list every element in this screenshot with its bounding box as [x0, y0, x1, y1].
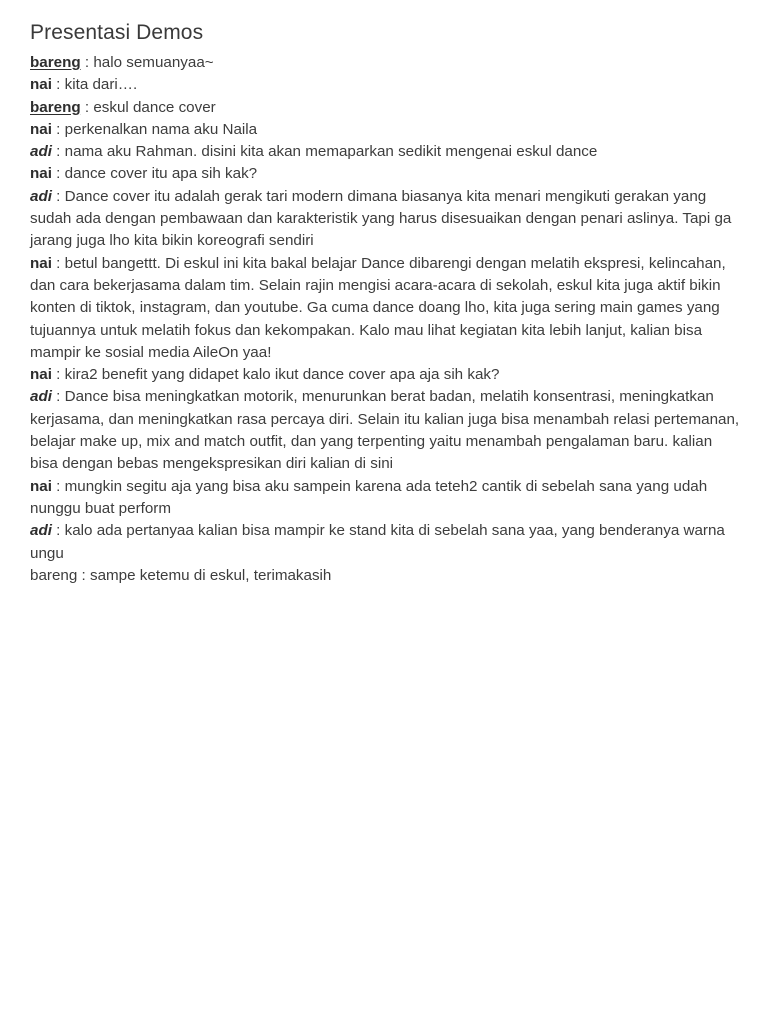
speaker-separator: : [51, 76, 65, 94]
dialogue-text: kita dari…. [64, 76, 138, 94]
dialogue-line [30, 163, 742, 185]
dialogue-text: Dance bisa meningkatkan motorik, menurunkan berat badan, melatih konsentrasi, meningkatkan kerjasama, dan meningkatkan rasa percaya diri. Selain itu kalian juga bisa menambah relasi pertemanan, belajar make up, mix and match outfit, dan yang terpenting yaitu menambah pengalaman baru. kalian bisa dengan bebas mengekspresikan diri kalian di sini [30, 388, 740, 473]
dialogue-line [30, 253, 742, 364]
speaker-name: adi [30, 187, 52, 205]
dialogue-line [30, 476, 742, 521]
speaker-separator: : [51, 187, 65, 205]
dialogue-text: kalo ada pertanyaa kalian bisa mampir ke stand kita di sebelah sana yaa, yang benderanya warna ungu [30, 522, 725, 562]
speaker-name: bareng [30, 566, 78, 584]
speaker-separator: : [51, 388, 65, 406]
dialogue-text: dance cover itu apa sih kak? [64, 165, 258, 183]
speaker-name: adi [30, 388, 52, 406]
dialogue-text: mungkin segitu aja yang bisa aku sampein karena ada teteh2 cantik di sebelah sana yang udah nunggu buat perform [30, 477, 708, 517]
dialogue-line [30, 364, 742, 386]
speaker-name: adi [30, 522, 52, 540]
dialogue-text: nama aku Rahman. disini kita akan memaparkan sedikit mengenai eskul dance [64, 143, 598, 161]
dialogue-text: halo semuanyaa~ [93, 54, 214, 71]
speaker-separator: : [77, 566, 90, 584]
speaker-name: bareng [30, 54, 81, 71]
speaker-name: nai [30, 477, 52, 495]
dialogue-text: sampe ketemu di eskul, terimakasih [89, 566, 332, 584]
dialogue-line [30, 186, 742, 253]
dialogue-text: kira2 benefit yang didapet kalo ikut dance cover apa aja sih kak? [64, 366, 500, 384]
dialogue-text: perkenalkan nama aku Naila [64, 120, 258, 138]
speaker-separator: : [51, 366, 65, 384]
dialogue-line [30, 520, 742, 565]
speaker-separator: : [51, 143, 65, 161]
dialogue-text: betul bangettt. Di eskul ini kita bakal belajar Dance dibarengi dengan melatih ekspresi, kelincahan, dan cara bekerjasama dalam tim. Selain rajin mengisi acara-acara di sekolah, eskul kita juga aktif bikin konten di tiktok, instagram, dan youtube. Ga cuma dance doang lho, kita juga sering main games yang tujuannya untuk melatih fokus dan kekompakan. Kalo mau lihat kegiatan kita lebih lanjut, kalian bisa mampir ke sosial media AileOn yaa! [30, 254, 726, 361]
speaker-separator: : [80, 54, 94, 71]
speaker-name: adi [30, 143, 52, 161]
dialogue-text: Dance cover itu adalah gerak tari modern dimana biasanya kita menari mengikuti gerakan yang sudah ada dengan pembawaan dan karakteristik yang harus disesuaikan dengan penari aslinya. Tapi ga jarang juga lho kita bikin koreografi sendiri [30, 187, 732, 250]
document-page [30, 18, 742, 587]
dialogue-text: eskul dance cover [93, 98, 216, 116]
speaker-name: bareng [30, 98, 81, 116]
dialogue-line [30, 74, 742, 96]
dialogue-line [30, 97, 742, 119]
speaker-name: nai [30, 165, 52, 183]
speaker-separator: : [51, 522, 65, 540]
speaker-name: nai [30, 366, 52, 384]
dialogue-line [30, 565, 742, 587]
speaker-separator: : [80, 98, 94, 116]
dialogue-script [30, 52, 742, 587]
speaker-separator: : [51, 477, 65, 495]
speaker-name: nai [30, 254, 52, 272]
document-title: Presentasi Demos [30, 21, 204, 44]
dialogue-line [30, 119, 742, 141]
speaker-separator: : [51, 120, 65, 138]
dialogue-line [30, 52, 742, 74]
dialogue-line [30, 386, 742, 475]
speaker-name: nai [30, 120, 52, 138]
speaker-separator: : [51, 254, 65, 272]
dialogue-line [30, 141, 742, 163]
speaker-separator: : [51, 165, 65, 183]
speaker-name: nai [30, 76, 52, 94]
